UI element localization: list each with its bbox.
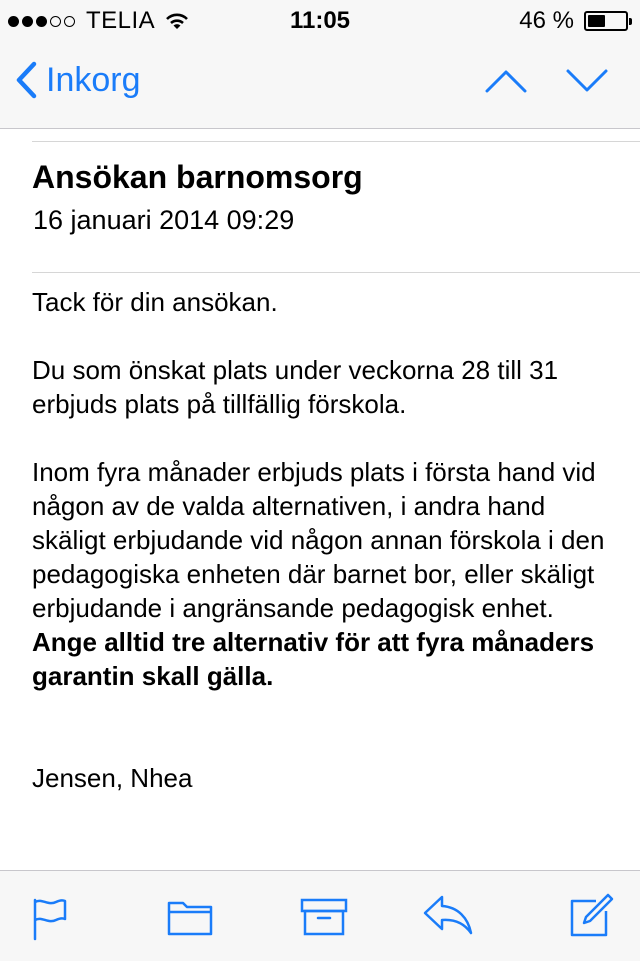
body-paragraph-1: Tack för din ansökan. xyxy=(32,287,278,317)
message-body xyxy=(32,285,618,795)
status-bar xyxy=(0,0,640,40)
chevron-up-icon[interactable] xyxy=(484,66,528,96)
header-bottom-divider xyxy=(32,272,640,273)
reply-icon[interactable] xyxy=(422,893,474,935)
status-time: 11:05 xyxy=(289,7,351,34)
folder-icon[interactable] xyxy=(167,897,213,937)
back-button-label: Inkorg xyxy=(46,60,141,99)
flag-icon[interactable] xyxy=(32,897,68,941)
message-subject: Ansökan barnomsorg xyxy=(32,159,363,195)
header-top-divider xyxy=(32,141,640,142)
body-paragraph-3: Inom fyra månader erbjuds plats i första hand vid någon av de valda alternativen, i andra hand skäligt erbjudande vid någon annan förskola i den pedagogiska enheten där barnet bor, eller skäligt erbjudande i angränsande pedagogisk enhet. xyxy=(32,457,605,623)
compose-icon[interactable] xyxy=(568,893,614,939)
chevron-left-icon xyxy=(14,60,38,100)
body-paragraph-2: Du som önskat plats under veckorna 28 till 31 erbjuds plats på tillfällig förskola. xyxy=(32,355,559,419)
bottom-toolbar xyxy=(0,870,640,961)
body-paragraph-bold: Ange alltid tre alternativ för att fyra månaders garantin skall gälla. xyxy=(32,627,595,691)
battery-icon xyxy=(584,11,628,31)
back-button[interactable] xyxy=(14,60,141,100)
status-right xyxy=(519,7,628,35)
message-date: 16 januari 2014 09:29 xyxy=(33,205,295,235)
chevron-down-icon[interactable] xyxy=(565,66,609,96)
carrier-name: TELIA xyxy=(86,7,156,34)
archive-icon[interactable] xyxy=(300,897,348,937)
battery-percentage: 46 % xyxy=(519,7,574,34)
navigation-bar xyxy=(0,40,640,129)
signature: Jensen, Nhea xyxy=(32,763,193,793)
